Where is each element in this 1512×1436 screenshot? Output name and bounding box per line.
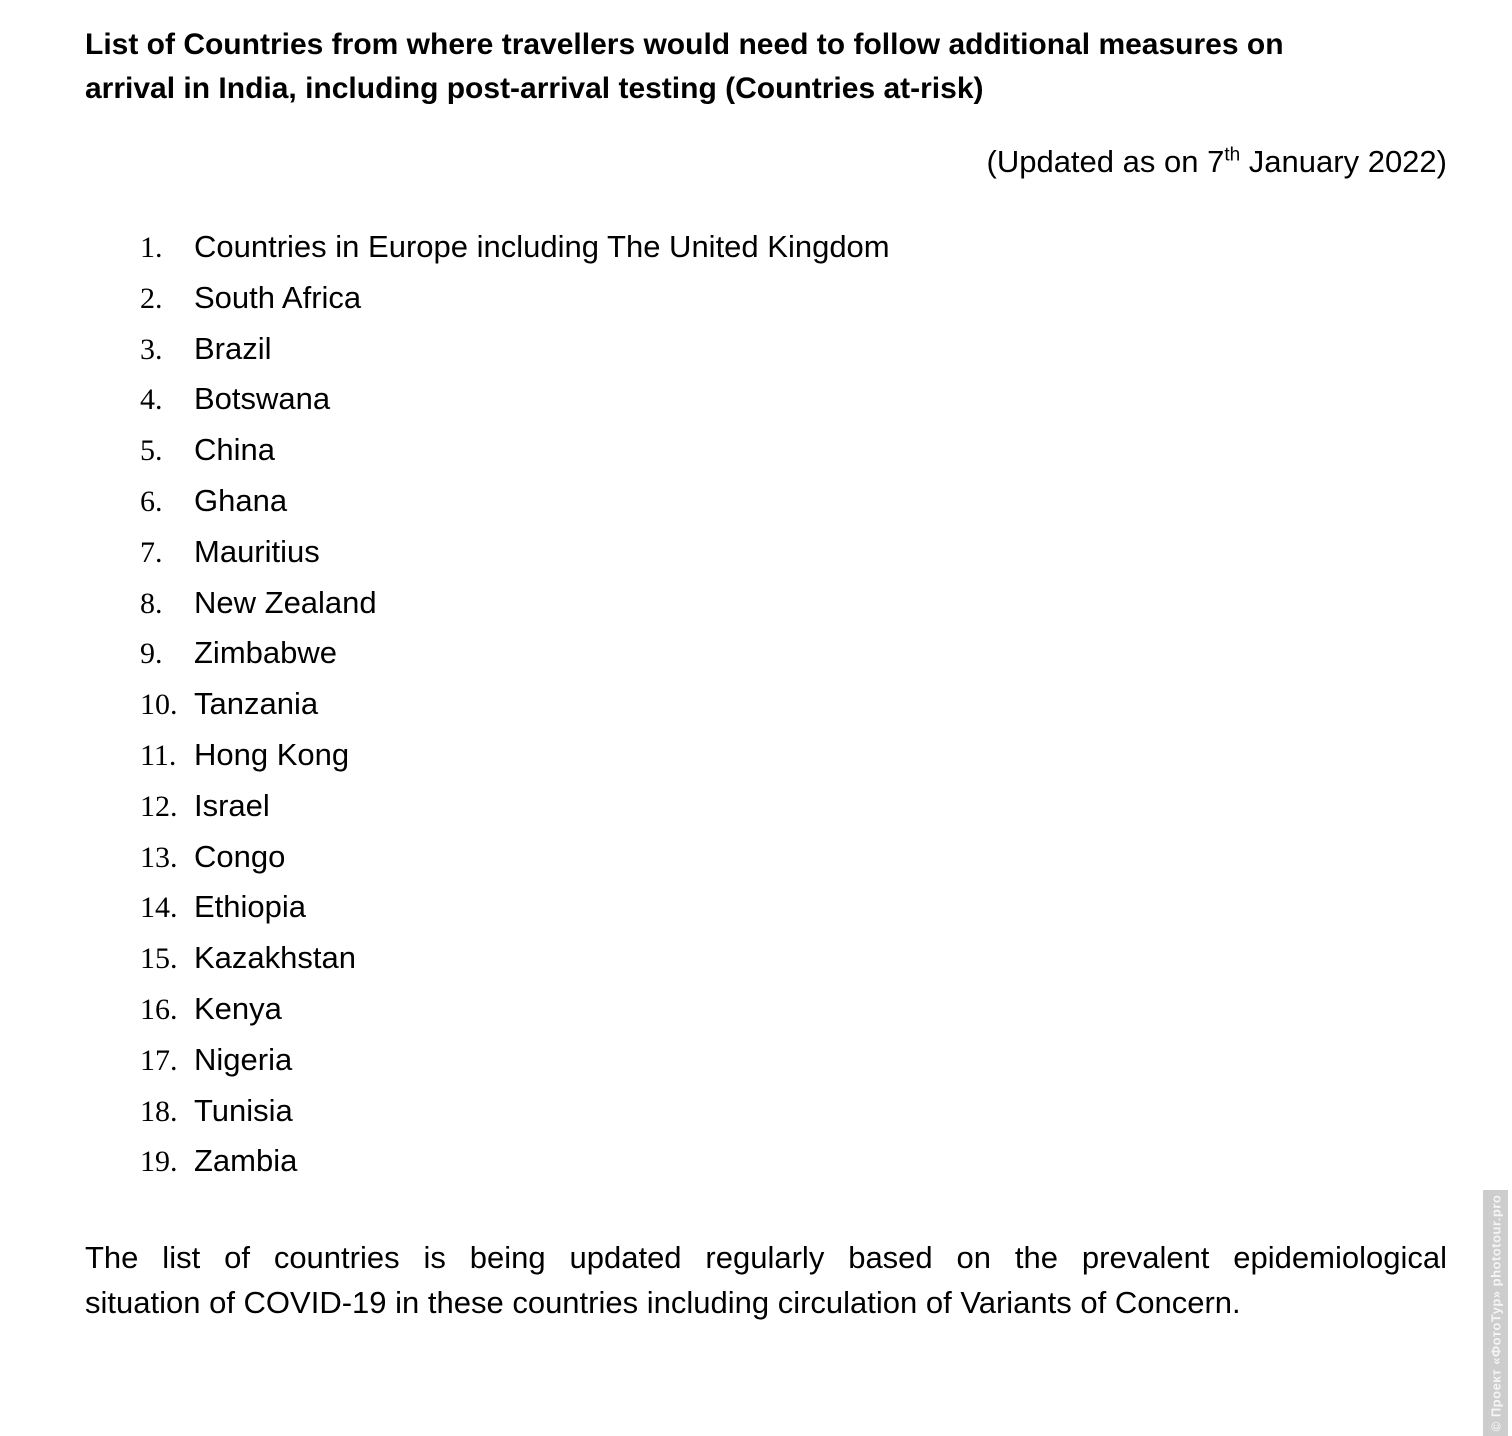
list-item: [0, 679, 1512, 730]
list-item-number: 7.: [140, 535, 163, 569]
list-item-number: 13.: [140, 840, 178, 874]
list-item-number: 19.: [140, 1145, 178, 1179]
list-item-label: Hong Kong: [194, 736, 350, 772]
list-item-number: 4.: [140, 383, 163, 417]
updated-date-superscript: th: [1224, 144, 1241, 166]
list-item: [0, 781, 1512, 832]
list-item: [0, 730, 1512, 781]
document-title: [85, 23, 1385, 111]
list-item-label: Mauritius: [194, 533, 320, 569]
footer-paragraph-line1: The list of countries is being updated regularly based on the prevalent epidemiological: [85, 1240, 1447, 1275]
list-item: [0, 933, 1512, 984]
list-item: [0, 425, 1512, 476]
list-item: [0, 476, 1512, 527]
list-item-label: Tanzania: [194, 686, 319, 722]
footer-paragraph: [85, 1235, 1447, 1325]
list-item-label: Zambia: [194, 1143, 298, 1179]
list-item-label: Zimbabwe: [194, 635, 337, 671]
document-title-line1: List of Countries from where travellers would need to follow additional measures on: [85, 28, 1284, 61]
list-item-number: 15.: [140, 942, 178, 976]
list-item: [0, 832, 1512, 883]
updated-date: [987, 144, 1448, 180]
list-item: [0, 273, 1512, 324]
list-item-label: Tunisia: [194, 1092, 293, 1128]
list-item: [0, 1035, 1512, 1086]
list-item-label: Countries in Europe including The United Kingdom: [194, 229, 890, 264]
watermark-text: © Проект «ФотоТур» phototour.pro: [1488, 1194, 1503, 1432]
list-item: [0, 374, 1512, 425]
list-item-number: 14.: [140, 891, 178, 925]
footer-paragraph-line2: situation of COVID-19 in these countries including circulation of Variants of Concern.: [85, 1285, 1241, 1320]
list-item-label: Ghana: [194, 482, 288, 518]
country-list: [0, 222, 1512, 1187]
list-item: [0, 578, 1512, 629]
document-title-line2: arrival in India, including post-arrival testing (Countries at-risk): [85, 72, 984, 105]
list-item-number: 10.: [140, 688, 178, 722]
list-item-number: 6.: [140, 484, 163, 518]
list-item-label: Brazil: [194, 330, 272, 366]
list-item-number: 17.: [140, 1043, 178, 1077]
list-item-number: 3.: [140, 332, 163, 366]
list-item-number: 5.: [140, 434, 163, 468]
list-item-number: 11.: [140, 738, 177, 772]
list-item-label: Israel: [194, 787, 270, 823]
list-item: [0, 1086, 1512, 1137]
updated-date-prefix: (Updated as on 7: [986, 144, 1225, 179]
list-item-label: Botswana: [194, 381, 331, 417]
list-item-label: Nigeria: [194, 1041, 293, 1077]
updated-date-suffix: January 2022): [1240, 144, 1447, 179]
list-item: [0, 1136, 1512, 1187]
list-item-label: Kazakhstan: [194, 940, 356, 976]
list-item-number: 16.: [140, 992, 178, 1026]
list-item: [0, 222, 1512, 273]
list-item-number: 12.: [140, 789, 178, 823]
list-item-number: 9.: [140, 637, 163, 671]
list-item: [0, 628, 1512, 679]
list-item-number: 8.: [140, 586, 163, 620]
list-item-label: Ethiopia: [194, 889, 307, 925]
list-item-number: 2.: [140, 281, 163, 315]
list-item-label: Kenya: [194, 990, 282, 1026]
list-item-label: New Zealand: [194, 584, 377, 620]
list-item-number: 18.: [140, 1094, 178, 1128]
list-item-number: 1.: [140, 231, 163, 264]
watermark-strip: [1483, 1190, 1508, 1436]
list-item: [0, 882, 1512, 933]
list-item: [0, 527, 1512, 578]
list-item-label: South Africa: [194, 279, 362, 315]
list-item-label: Congo: [194, 838, 286, 874]
list-item-label: China: [194, 432, 275, 468]
list-item: [0, 984, 1512, 1035]
list-item: [0, 324, 1512, 375]
